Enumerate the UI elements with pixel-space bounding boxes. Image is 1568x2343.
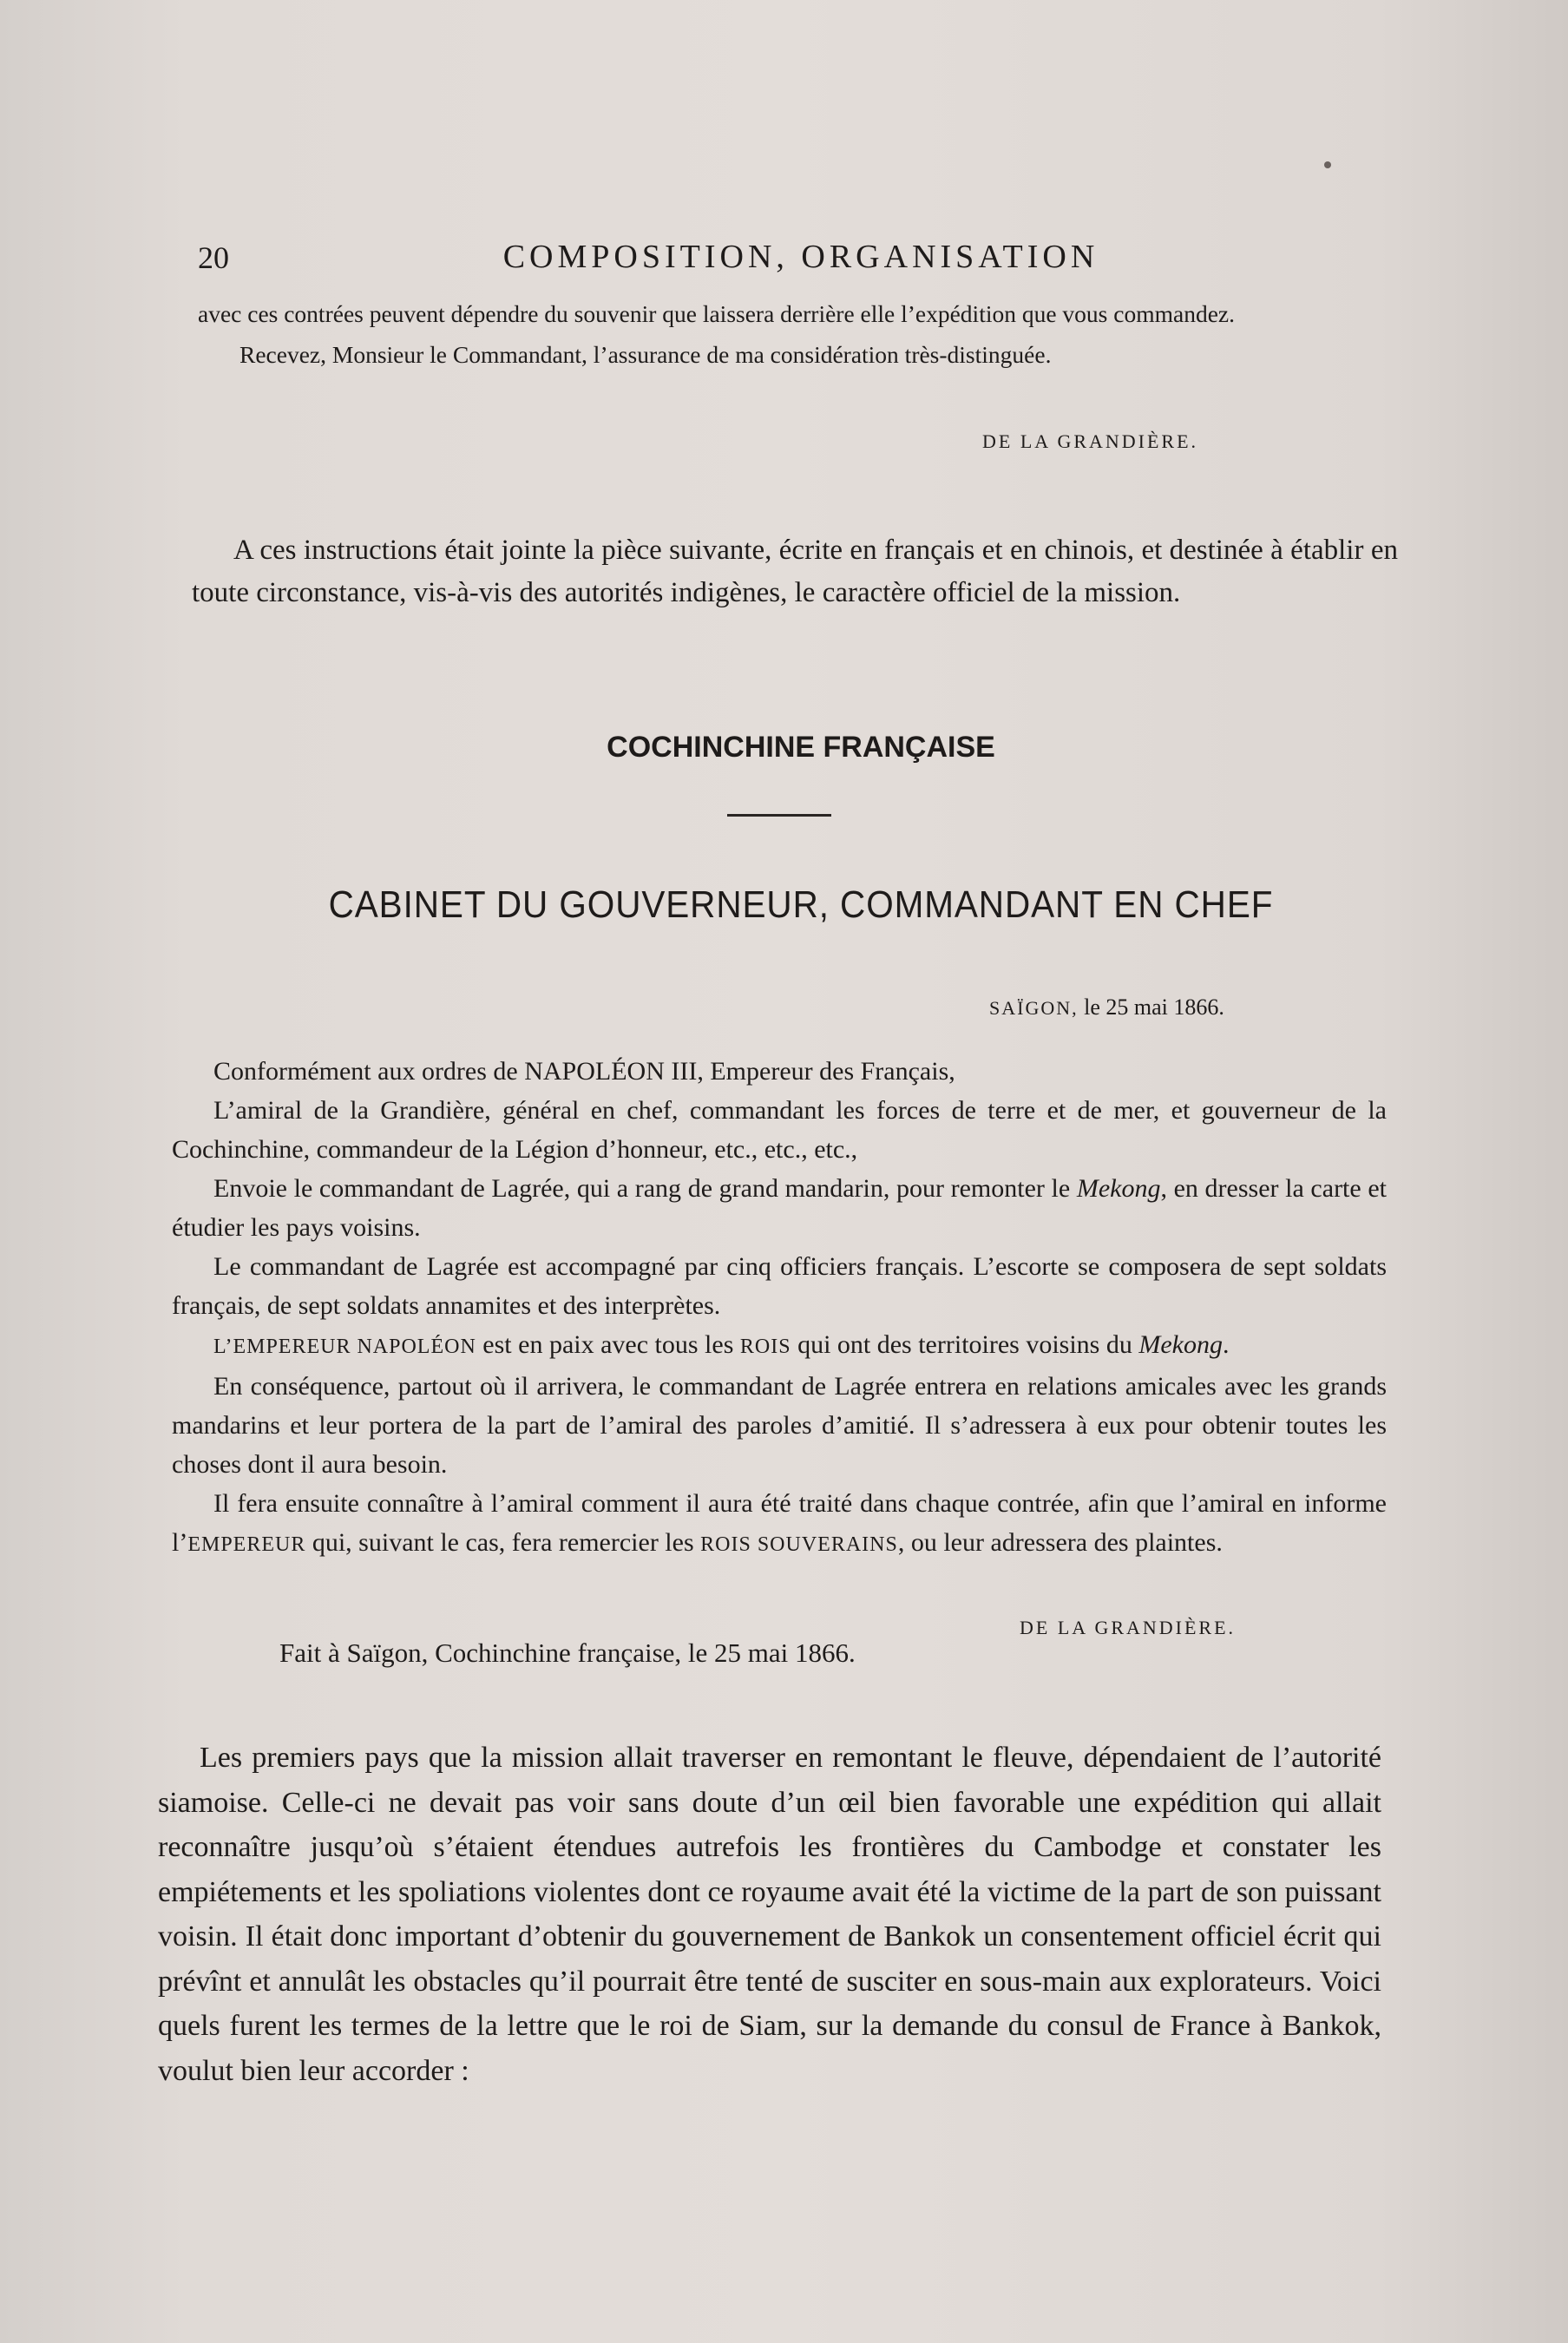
letter-signature: DE LA GRANDIÈRE. <box>982 430 1199 452</box>
decree-signature: DE LA GRANDIÈRE. <box>1020 1617 1237 1638</box>
decree-smallcaps: ROIS SOUVERAINS <box>700 1533 898 1556</box>
decree-paragraph: Le commandant de Lagrée est accompagné par cinq officiers français. L’escorte se composera de sept soldats français, de sept soldats annamites et des interprètes. <box>172 1252 1387 1320</box>
document-heading: COCHINCHINE FRANÇAISE <box>607 731 995 764</box>
decree-text: qui, suivant le cas, fera remercier les <box>312 1528 694 1557</box>
intro-text: A ces instructions était jointe la pièce suivante, écrite en français et en chinois, et destinée à établir en toute circonstance, vis-à-vis des autorités indigènes, le caractère officiel de la mission. <box>192 535 1398 608</box>
decree-text: Il fera ensuite connaître à l’amiral comment il aura été traité dans chaque contrée, afin que l’amiral en informe l’ <box>172 1489 1387 1557</box>
page-number: 20 <box>198 240 229 275</box>
dateline-date: le 25 mai 1866. <box>1084 994 1224 1020</box>
letter-end <box>198 293 1400 375</box>
document-dateline <box>989 994 1224 1021</box>
closing-text: Les premiers pays que la mission allait traverser en remontant le fleuve, dépendaient de l’autorité siamoise. Celle-ci ne devait pas voir sans doute d’un œil bien favorable une expédition qui allait reconnaître jusqu’où s’étaient étendues autrefois les frontières du Cambodge et constater les empiétements et les spoliations violentes dont ce royaume avait été la victime de la part de son puissant voisin. Il était donc important d’obtenir du gouvernement de Bankok un consentement officiel écrit qui prévînt et annulât les obstacles qu’il pourrait être tenté de susciter en sous-main aux explorateurs. Voici quels furent les termes de la lettre que le roi de Siam, sur la demande du consul de France à Bankok, voulut bien leur accorder : <box>158 1742 1381 2087</box>
letter-end-paragraph: avec ces contrées peuvent dépendre du souvenir que laissera derrière elle l’expédition que vous commandez. <box>198 300 1235 327</box>
decree-text: . <box>1222 1330 1230 1359</box>
decree-body <box>172 1052 1387 1565</box>
decree-text: , ou leur adressera des plaintes. <box>897 1528 1223 1557</box>
decree-paragraph: Conformément aux ordres de NAPOLÉON III, Empereur des Français, <box>213 1057 955 1086</box>
closing-paragraph <box>158 1736 1381 2093</box>
decree-place-date: Fait à Saïgon, Cochinchine française, le 25 mai 1866. <box>279 1637 856 1668</box>
decree-text: , en dresser la carte et étudier les pays voisins. <box>172 1174 1387 1242</box>
intro-paragraph <box>192 529 1398 614</box>
decree-text: est en paix avec tous les <box>482 1330 734 1359</box>
running-header <box>198 234 1404 279</box>
decree-smallcaps: EMPEREUR <box>187 1533 306 1556</box>
running-title: COMPOSITION, ORGANISATION <box>502 239 1099 275</box>
decree-paragraph <box>172 1169 1387 1247</box>
decree-smallcaps: ROIS <box>739 1336 791 1358</box>
river-name: Mekong <box>1138 1330 1223 1359</box>
decree-text: qui ont des territoires voisins du <box>797 1330 1132 1359</box>
ink-speck <box>1324 161 1331 168</box>
decree-paragraph <box>172 1325 1387 1367</box>
decree-text: Envoie le commandant de Lagrée, qui a rang de grand mandarin, pour remonter le <box>213 1174 1071 1203</box>
decree-paragraph: En conséquence, partout où il arrivera, le commandant de Lagrée entrera en relations amicales avec les grands mandarins et leur portera de la part de l’amiral des paroles d’amitié. Il s’adressera à eux pour obtenir toutes les choses dont il aura besoin. <box>172 1372 1387 1479</box>
heading-divider <box>727 814 831 817</box>
letter-closing-formula: Recevez, Monsieur le Commandant, l’assurance de ma considération très-distinguée. <box>239 341 1052 368</box>
document-subheading: CABINET DU GOUVERNEUR, COMMANDANT EN CHEF <box>328 883 1274 926</box>
decree-paragraph: L’amiral de la Grandière, général en chef, commandant les forces de terre et de mer, et gouverneur de la Cochinchine, commandeur de la Légion d’honneur, etc., etc., etc., <box>172 1096 1387 1164</box>
river-name: Mekong <box>1076 1174 1161 1203</box>
dateline-place: SAÏGON, <box>989 997 1079 1019</box>
decree-paragraph <box>172 1484 1387 1565</box>
decree-smallcaps: L’EMPEREUR NAPOLÉON <box>213 1336 476 1358</box>
